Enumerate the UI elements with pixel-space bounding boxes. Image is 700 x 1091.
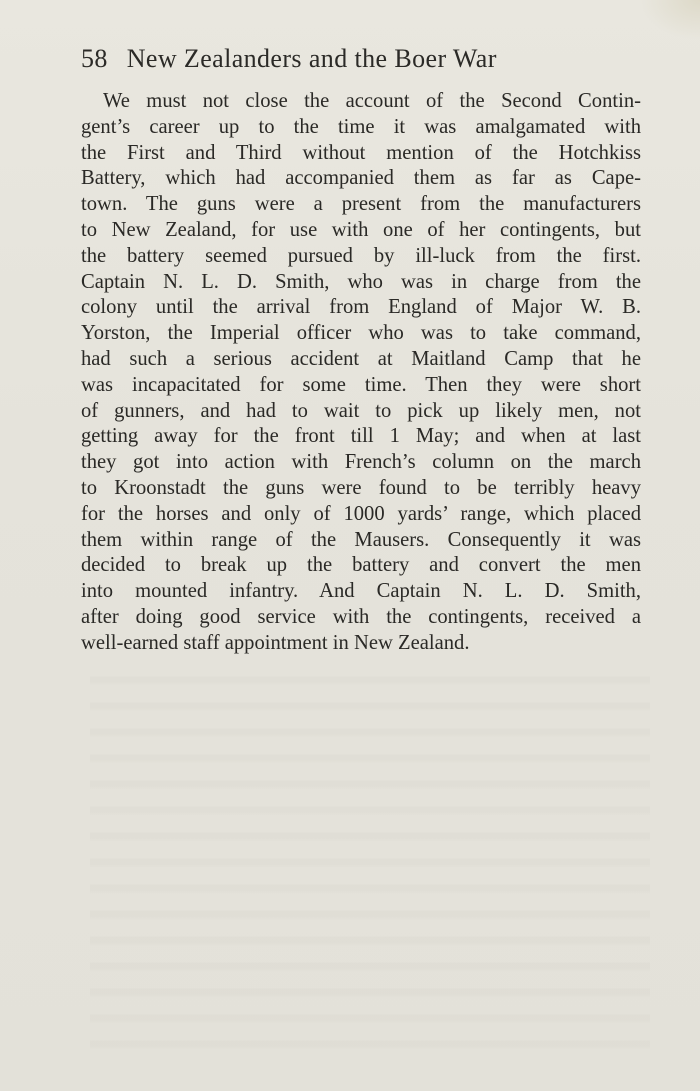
running-title: New Zealanders and the Boer War — [126, 44, 497, 73]
text-line: after doing good service with the contingents, received a — [81, 605, 641, 628]
text-line: of gunners, and had to wait to pick up likely men, not — [81, 399, 641, 422]
text-line-last: well-earned staff appointment in New Zealand. — [81, 631, 470, 654]
text-line: they got into action with French’s column on the march — [81, 451, 641, 474]
text-line: colony until the arrival from England of Major W. B. — [81, 296, 641, 319]
text-line: Captain N. L. D. Smith, who was in charge from the — [81, 270, 641, 293]
text-line: the battery seemed pursued by ill-luck from the first. — [81, 244, 641, 267]
text-line: to Kroonstadt the guns were found to be terribly heavy — [81, 476, 641, 499]
text-line: for the horses and only of 1000 yards’ range, which placed — [81, 502, 641, 525]
text-line: them within range of the Mausers. Consequently it was — [81, 528, 641, 551]
text-line: into mounted infantry. And Captain N. L. D. Smith, — [81, 580, 641, 603]
text-line: to New Zealand, for use with one of her contingents, but — [81, 218, 641, 241]
text-line: was incapacitated for some time. Then they were short — [81, 373, 641, 396]
text-line: We must not close the account of the Second Contin- — [103, 90, 641, 112]
show-through-text — [90, 660, 650, 1060]
text-line: town. The guns were a present from the manufacturers — [81, 193, 641, 216]
page-stain — [640, 0, 700, 40]
text-line: decided to break up the battery and convert the men — [81, 554, 641, 577]
text-line: Yorston, the Imperial officer who was to take command, — [81, 322, 641, 345]
text-line: the First and Third without mention of the Hotchkiss — [81, 141, 641, 164]
body-paragraph — [81, 89, 641, 657]
text-line: gent’s career up to the time it was amalgamated with — [81, 115, 641, 138]
text-line: getting away for the front till 1 May; and when at last — [81, 425, 641, 448]
text-line: Battery, which had accompanied them as far as Cape- — [81, 167, 641, 190]
page-number: 58 — [81, 44, 108, 73]
running-header — [81, 44, 621, 74]
text-line: had such a serious accident at Maitland Camp that he — [81, 347, 641, 370]
